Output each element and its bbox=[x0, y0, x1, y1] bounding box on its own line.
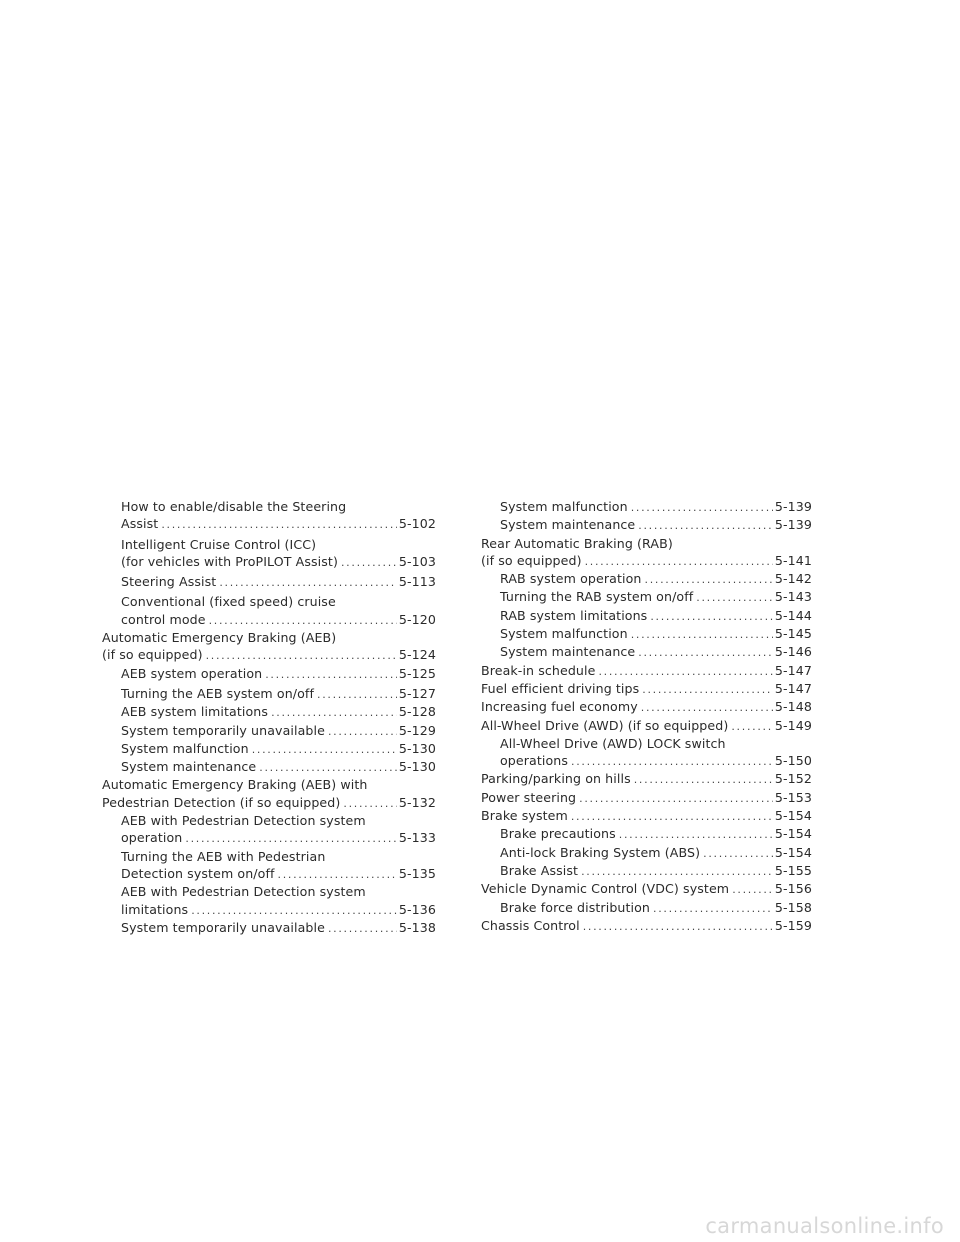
toc-entry-title: AEB system limitations bbox=[121, 704, 269, 720]
watermark: carmanualsonline.info bbox=[705, 1214, 944, 1238]
dot-leader bbox=[252, 741, 397, 758]
toc-entry-title: System maintenance bbox=[500, 644, 636, 660]
toc-entry[interactable] bbox=[102, 703, 436, 721]
toc-page-number: 5-138 bbox=[398, 919, 436, 935]
toc-entry[interactable] bbox=[102, 498, 436, 534]
toc-entry-line bbox=[481, 680, 812, 698]
toc-entry-line bbox=[121, 901, 436, 919]
dot-leader bbox=[328, 920, 397, 937]
dot-leader bbox=[259, 759, 397, 776]
toc-page-number: 5-150 bbox=[774, 753, 812, 769]
toc-entry-line bbox=[121, 848, 436, 865]
toc-entry[interactable] bbox=[102, 883, 436, 919]
dot-leader bbox=[219, 574, 397, 591]
toc-entry-line bbox=[121, 553, 436, 571]
toc-entry-line bbox=[500, 643, 812, 661]
toc-entry-line bbox=[500, 862, 812, 880]
toc-entry-line bbox=[121, 758, 436, 776]
toc-entry[interactable] bbox=[102, 758, 436, 776]
toc-entry[interactable] bbox=[481, 899, 812, 917]
toc-entry-line bbox=[102, 776, 436, 793]
toc-column-left bbox=[102, 498, 436, 937]
toc-entry-title: System malfunction bbox=[121, 740, 249, 756]
toc-entry-line bbox=[121, 883, 436, 900]
toc-page-number: 5-154 bbox=[774, 808, 812, 824]
dot-leader bbox=[581, 863, 773, 880]
toc-entry-title: Brake system bbox=[481, 808, 568, 824]
toc-page-number: 5-156 bbox=[774, 881, 812, 897]
toc-page-number: 5-146 bbox=[774, 644, 812, 660]
toc-entry-title: (if so equipped) bbox=[481, 552, 582, 568]
toc-entry-line bbox=[481, 807, 812, 825]
toc-entry[interactable] bbox=[102, 593, 436, 629]
toc-entry-title: Turning the RAB system on/off bbox=[500, 589, 694, 605]
toc-entry-title: operation bbox=[121, 830, 183, 846]
toc-entry[interactable] bbox=[102, 776, 436, 812]
dot-leader bbox=[579, 790, 773, 807]
toc-entry[interactable] bbox=[102, 722, 436, 740]
toc-page-number: 5-135 bbox=[398, 865, 436, 881]
dot-leader bbox=[732, 881, 773, 898]
toc-page-number: 5-143 bbox=[774, 589, 812, 605]
toc-entry-line bbox=[481, 880, 812, 898]
dot-leader bbox=[642, 681, 773, 698]
dot-leader bbox=[598, 663, 772, 680]
toc-entry-line bbox=[500, 735, 812, 752]
dot-leader bbox=[619, 826, 773, 843]
toc-entry-title: Power steering bbox=[481, 789, 577, 805]
dot-leader bbox=[328, 723, 397, 740]
toc-entry-title: Break-in schedule bbox=[481, 662, 596, 678]
dot-leader bbox=[631, 499, 773, 516]
toc-page-number: 5-136 bbox=[398, 901, 436, 917]
dot-leader bbox=[703, 845, 773, 862]
dot-leader bbox=[209, 612, 397, 629]
toc-entry-line bbox=[500, 752, 812, 770]
toc-entry[interactable] bbox=[481, 807, 812, 825]
toc-page-number: 5-158 bbox=[774, 899, 812, 915]
toc-entry-title: System maintenance bbox=[500, 517, 636, 533]
toc-page-number: 5-153 bbox=[774, 789, 812, 805]
toc-entry-line bbox=[481, 662, 812, 680]
toc-entry[interactable] bbox=[481, 789, 812, 807]
toc-page-number: 5-102 bbox=[398, 516, 436, 532]
toc-entry-title: System temporarily unavailable bbox=[121, 722, 325, 738]
toc-page-number: 5-147 bbox=[774, 680, 812, 696]
toc-entry-title: Increasing fuel economy bbox=[481, 699, 638, 715]
toc-entry-title: RAB system operation bbox=[500, 571, 642, 587]
toc-entry-line bbox=[102, 629, 436, 646]
toc-entry-title: Automatic Emergency Braking (AEB) bbox=[102, 630, 337, 646]
toc-entry[interactable] bbox=[481, 625, 812, 643]
toc-page-number: 5-127 bbox=[398, 685, 436, 701]
toc-entry-line bbox=[500, 498, 812, 516]
toc-page-number: 5-152 bbox=[774, 771, 812, 787]
toc-entry-line bbox=[500, 899, 812, 917]
toc-entry-line bbox=[481, 917, 812, 935]
toc-entry-title: Anti-lock Braking System (ABS) bbox=[500, 844, 701, 860]
toc-entry-title: AEB with Pedestrian Detection system bbox=[121, 813, 366, 829]
dot-leader bbox=[571, 808, 773, 825]
toc-entry[interactable] bbox=[481, 607, 812, 625]
toc-page-number: 5-129 bbox=[398, 722, 436, 738]
dot-leader bbox=[343, 795, 397, 812]
toc-entry-line bbox=[121, 611, 436, 629]
toc-entry-title: Pedestrian Detection (if so equipped) bbox=[102, 794, 341, 810]
toc-entry-title: System temporarily unavailable bbox=[121, 919, 325, 935]
toc-entry-line bbox=[121, 740, 436, 758]
dot-leader bbox=[317, 686, 397, 703]
toc-entry[interactable] bbox=[102, 665, 436, 683]
toc-entry-title: Vehicle Dynamic Control (VDC) system bbox=[481, 881, 730, 897]
toc-page-number: 5-120 bbox=[398, 611, 436, 627]
toc-page-number: 5-130 bbox=[398, 759, 436, 775]
toc-entry-line bbox=[481, 535, 812, 552]
toc-page-number: 5-147 bbox=[774, 662, 812, 678]
toc-entry-title: (if so equipped) bbox=[102, 647, 203, 663]
toc-entry[interactable] bbox=[481, 717, 812, 735]
toc-entry[interactable] bbox=[481, 588, 812, 606]
toc-page-number: 5-125 bbox=[398, 665, 436, 681]
toc-entry-title: Brake Assist bbox=[500, 862, 579, 878]
toc-entry[interactable] bbox=[102, 848, 436, 884]
toc-entry-line bbox=[121, 536, 436, 553]
toc-page-number: 5-148 bbox=[774, 699, 812, 715]
toc-page-number: 5-133 bbox=[398, 830, 436, 846]
dot-leader bbox=[638, 517, 773, 534]
toc-entry-line bbox=[500, 588, 812, 606]
toc-entry-line bbox=[121, 703, 436, 721]
toc-entry-line bbox=[121, 515, 436, 533]
toc-entry[interactable] bbox=[481, 643, 812, 661]
dot-leader bbox=[650, 608, 773, 625]
toc-entry-line bbox=[102, 646, 436, 664]
toc-page-number: 5-142 bbox=[774, 571, 812, 587]
toc-entry-title: How to enable/disable the Steering bbox=[121, 499, 347, 514]
dot-leader bbox=[191, 902, 397, 919]
dot-leader bbox=[645, 571, 773, 588]
dot-leader bbox=[571, 753, 773, 770]
toc-page-number: 5-124 bbox=[398, 647, 436, 663]
dot-leader bbox=[278, 866, 397, 883]
dot-leader bbox=[206, 647, 397, 664]
dot-leader bbox=[185, 830, 397, 847]
toc-page-number: 5-154 bbox=[774, 844, 812, 860]
dot-leader bbox=[653, 900, 773, 917]
toc-entry[interactable] bbox=[481, 844, 812, 862]
toc-page-number: 5-145 bbox=[774, 626, 812, 642]
toc-entry[interactable] bbox=[481, 917, 812, 935]
toc-entry-title: limitations bbox=[121, 901, 189, 917]
dot-leader bbox=[634, 771, 773, 788]
toc-entry-title: All-Wheel Drive (AWD) LOCK switch bbox=[500, 735, 726, 751]
toc-entry-title: Brake precautions bbox=[500, 826, 616, 842]
toc-entry[interactable] bbox=[481, 735, 812, 771]
toc-entry[interactable] bbox=[481, 770, 812, 788]
toc-entry-title: Turning the AEB system on/off bbox=[121, 685, 314, 701]
toc-entry-title: Automatic Emergency Braking (AEB) with bbox=[102, 777, 368, 793]
toc-entry[interactable] bbox=[481, 698, 812, 716]
toc-entry-line bbox=[121, 722, 436, 740]
toc-entry-line bbox=[481, 789, 812, 807]
toc-entry-line bbox=[500, 607, 812, 625]
toc-page-number: 5-139 bbox=[774, 517, 812, 533]
toc-entry[interactable] bbox=[102, 573, 436, 591]
toc-entry-title: Brake force distribution bbox=[500, 899, 651, 915]
toc-entry-title: AEB with Pedestrian Detection system bbox=[121, 884, 366, 900]
toc-entry-title: Intelligent Cruise Control (ICC) bbox=[121, 536, 317, 552]
toc-entry-line bbox=[481, 552, 812, 570]
toc-page-number: 5-141 bbox=[774, 552, 812, 568]
toc-entry-title: Assist bbox=[121, 516, 159, 532]
toc-entry[interactable] bbox=[102, 740, 436, 758]
dot-leader bbox=[631, 626, 773, 643]
toc-entry-title: Detection system on/off bbox=[121, 865, 275, 881]
toc-entry[interactable] bbox=[481, 880, 812, 898]
toc-entry-line bbox=[500, 625, 812, 643]
toc-entry-title: Turning the AEB with Pedestrian bbox=[121, 848, 326, 864]
toc-entry[interactable] bbox=[481, 535, 812, 571]
toc-entry-line bbox=[500, 516, 812, 534]
toc-entry[interactable] bbox=[102, 812, 436, 848]
toc-entry-title: Steering Assist bbox=[121, 574, 217, 590]
dot-leader bbox=[265, 666, 397, 683]
toc-entry-title: System malfunction bbox=[500, 626, 628, 642]
toc-entry-title: control mode bbox=[121, 611, 206, 627]
toc-entry-line bbox=[481, 717, 812, 735]
toc-entry[interactable] bbox=[481, 680, 812, 698]
toc-entry-line bbox=[121, 919, 436, 937]
dot-leader bbox=[583, 918, 773, 935]
toc-entry-title: RAB system limitations bbox=[500, 607, 648, 623]
toc-column-right bbox=[481, 498, 812, 935]
dot-leader bbox=[638, 644, 773, 661]
toc-page-number: 5-103 bbox=[398, 553, 436, 569]
toc-entry-line bbox=[481, 770, 812, 788]
toc-page-number: 5-128 bbox=[398, 704, 436, 720]
toc-entry[interactable] bbox=[102, 536, 436, 572]
toc-entry-line bbox=[500, 844, 812, 862]
toc-entry-title: AEB system operation bbox=[121, 665, 263, 681]
toc-page-number: 5-154 bbox=[774, 826, 812, 842]
dot-leader bbox=[271, 704, 397, 721]
dot-leader bbox=[696, 589, 773, 606]
toc-entry-title: Conventional (fixed speed) cruise bbox=[121, 594, 336, 610]
toc-entry-line bbox=[121, 865, 436, 883]
toc-page-number: 5-155 bbox=[774, 862, 812, 878]
toc-entry-line bbox=[102, 794, 436, 812]
toc-entry-line bbox=[121, 498, 436, 515]
dot-leader bbox=[341, 554, 397, 571]
toc-entry-line bbox=[121, 593, 436, 610]
toc-entry-line bbox=[121, 573, 436, 591]
toc-entry-title: All-Wheel Drive (AWD) (if so equipped) bbox=[481, 717, 729, 733]
toc-entry-title: Chassis Control bbox=[481, 917, 580, 933]
toc-entry-line bbox=[121, 685, 436, 703]
toc-page-number: 5-149 bbox=[774, 717, 812, 733]
toc-entry[interactable] bbox=[481, 862, 812, 880]
toc-entry-title: Parking/parking on hills bbox=[481, 771, 631, 787]
toc-entry[interactable] bbox=[481, 498, 812, 516]
toc-entry-line bbox=[121, 812, 436, 829]
toc-entry-title: Fuel efficient driving tips bbox=[481, 680, 640, 696]
toc-entry[interactable] bbox=[481, 516, 812, 534]
toc-page-number: 5-132 bbox=[398, 794, 436, 810]
toc-entry-line bbox=[481, 698, 812, 716]
toc-entry-line bbox=[500, 570, 812, 588]
toc-page-number: 5-144 bbox=[774, 607, 812, 623]
toc-page-number: 5-159 bbox=[774, 917, 812, 933]
toc-entry-title: System malfunction bbox=[500, 499, 628, 514]
toc-entry-title: operations bbox=[500, 753, 569, 769]
toc-entry[interactable] bbox=[102, 629, 436, 665]
toc-entry[interactable] bbox=[102, 685, 436, 703]
toc-entry[interactable] bbox=[102, 919, 436, 937]
toc-entry-title: Rear Automatic Braking (RAB) bbox=[481, 535, 673, 551]
toc-page-number: 5-113 bbox=[398, 574, 436, 590]
toc-entry[interactable] bbox=[481, 825, 812, 843]
toc-entry-line bbox=[121, 665, 436, 683]
dot-leader bbox=[731, 718, 773, 735]
dot-leader bbox=[585, 553, 773, 570]
toc-entry-title: (for vehicles with ProPILOT Assist) bbox=[121, 553, 338, 569]
dot-leader bbox=[641, 699, 773, 716]
dot-leader bbox=[161, 516, 397, 533]
toc-entry-line bbox=[121, 829, 436, 847]
toc-entry-line bbox=[500, 825, 812, 843]
toc-entry[interactable] bbox=[481, 570, 812, 588]
toc-page-number: 5-130 bbox=[398, 740, 436, 756]
toc-entry-title: System maintenance bbox=[121, 759, 257, 775]
toc-page-number: 5-139 bbox=[774, 499, 812, 514]
toc-entry[interactable] bbox=[481, 662, 812, 680]
